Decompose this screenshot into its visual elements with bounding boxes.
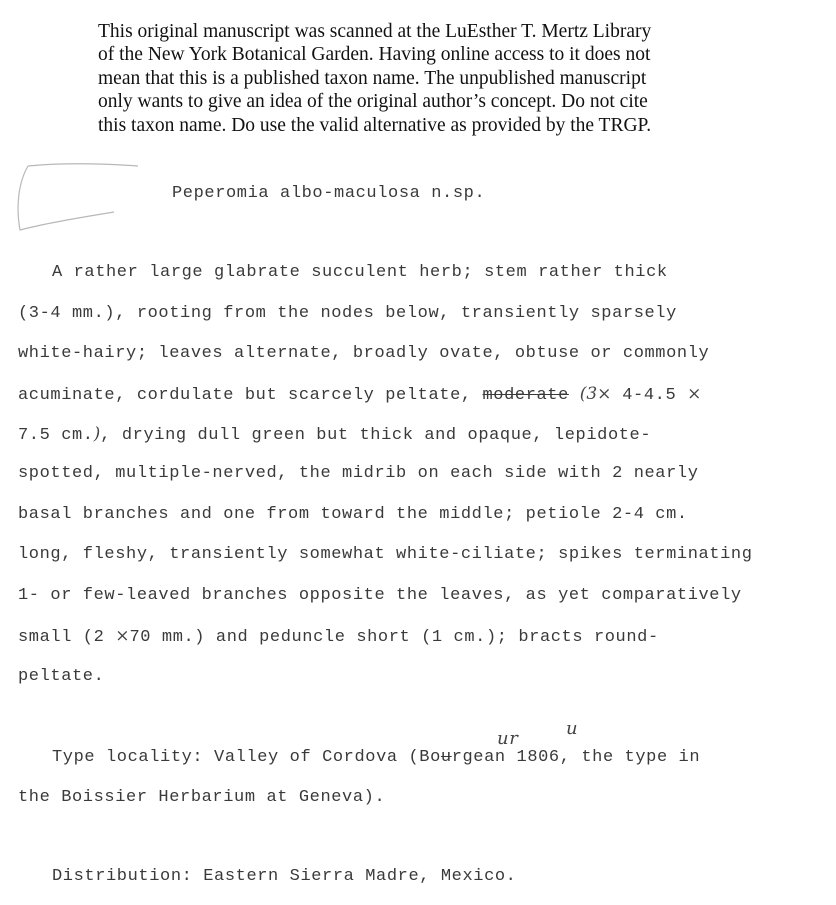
- text-segment: 7.5 cm.: [18, 426, 94, 445]
- times-sign: ×: [115, 626, 130, 646]
- handwritten-correction: ur: [497, 728, 519, 749]
- type-locality-line: [52, 748, 700, 767]
- distribution-label: Distribution:: [52, 867, 193, 886]
- description-line: (3-4 mm.), rooting from the nodes below, transiently sparsely: [18, 304, 677, 323]
- notice-line: this taxon name. Do use the valid alternative as provided by the TRGP.: [98, 114, 652, 136]
- description-line: [18, 424, 651, 445]
- description-line: peltate.: [18, 667, 105, 686]
- text-segment: 70 mm.) and peduncle short (1 cm.); bracts round-: [129, 628, 659, 647]
- species-title: Peperomia albo-maculosa n.sp.: [172, 184, 486, 203]
- notice-line: only wants to give an idea of the original author’s concept. Do not cite: [98, 91, 648, 113]
- times-sign: ×: [687, 384, 702, 404]
- notice-line: mean that this is a published taxon name. The unpublished manuscript: [98, 67, 647, 89]
- text-segment: , drying dull green but thick and opaque, lepidote-: [100, 426, 652, 445]
- description-line: [18, 384, 701, 405]
- text-segment: 4-4.5: [622, 386, 677, 405]
- handwritten-paren: ): [93, 424, 101, 444]
- handwritten-correction: u: [566, 718, 579, 739]
- description-line: white-hairy; leaves alternate, broadly ovate, obtuse or commonly: [18, 344, 710, 363]
- notice-line: of the New York Botanical Garden. Having online access to it does not: [98, 44, 651, 66]
- text-segment: small (2: [18, 628, 105, 647]
- notice-line: This original manuscript was scanned at the LuEsther T. Mertz Library: [98, 21, 652, 42]
- struck-letter: u: [440, 748, 452, 767]
- times-sign: ×: [597, 384, 612, 404]
- description-line: basal branches and one from toward the middle; petiole 2-4 cm.: [18, 505, 688, 524]
- type-locality-label: Type locality:: [52, 748, 204, 767]
- text-segment: acuminate, cordulate but scarcely peltate,: [18, 386, 472, 405]
- description-line: 1- or few-leaved branches opposite the leaves, as yet comparatively: [18, 586, 742, 605]
- text-segment: 1806, the type in: [516, 748, 701, 767]
- description-line: [18, 626, 659, 647]
- text-segment: rgean: [451, 748, 506, 767]
- handwritten-paren: (3: [579, 384, 598, 404]
- text-segment: Valley of Cordova (Bo: [214, 748, 441, 767]
- description-line: A rather large glabrate succulent herb; stem rather thick: [52, 263, 668, 282]
- distribution-line: [52, 867, 516, 886]
- distribution-value: Eastern Sierra Madre, Mexico.: [203, 867, 517, 886]
- struck-word: moderate: [482, 386, 569, 405]
- type-locality-line: the Boissier Herbarium at Geneva).: [18, 788, 386, 807]
- description-line: spotted, multiple-nerved, the midrib on each side with 2 nearly: [18, 464, 699, 483]
- description-line: long, fleshy, transiently somewhat white-ciliate; spikes terminating: [18, 545, 753, 564]
